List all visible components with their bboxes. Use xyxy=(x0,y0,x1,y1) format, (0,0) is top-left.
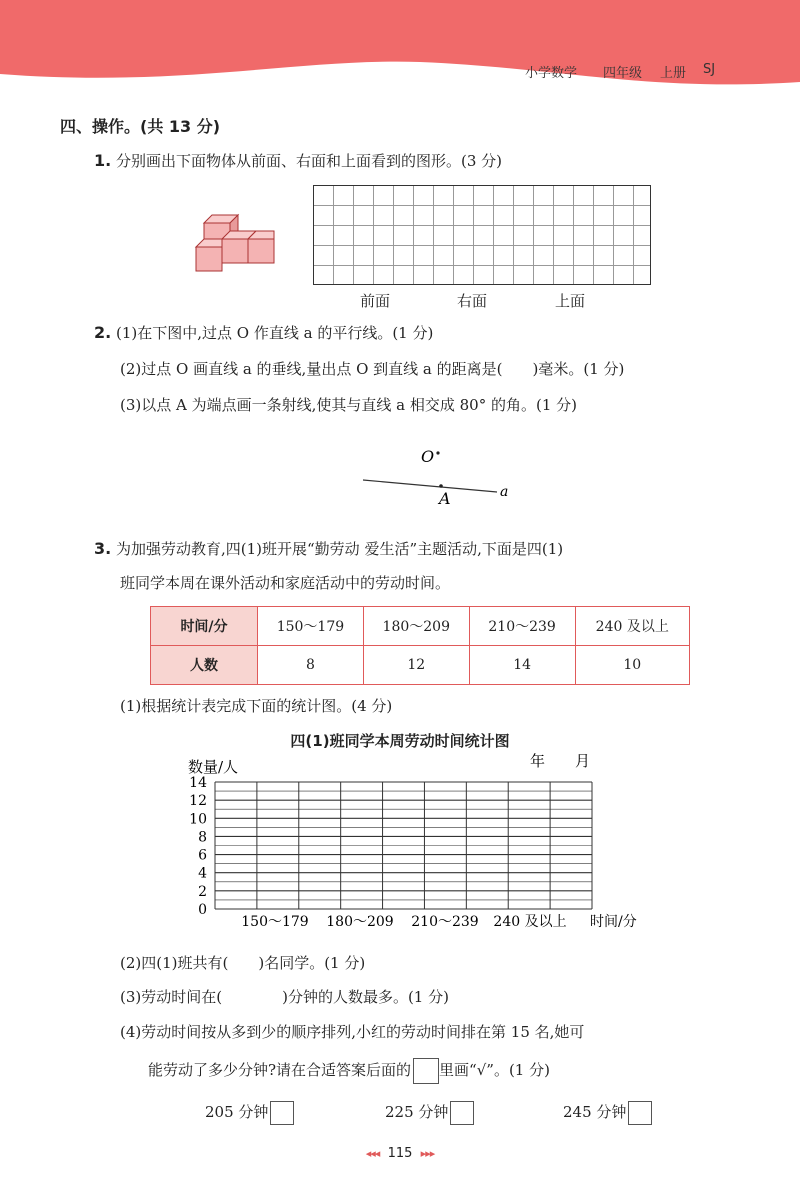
next-arrows-icon: ▸▸▸ xyxy=(420,1147,435,1160)
q1-text: 分别画出下面物体从前面、右面和上面看到的图形。(3 分) xyxy=(116,152,503,170)
option-checkbox[interactable] xyxy=(270,1101,294,1125)
q3-number: 3. xyxy=(94,539,112,558)
x-tick-label: 210～239 xyxy=(411,914,479,930)
point-a xyxy=(439,484,443,488)
table-cell: 10 xyxy=(575,646,689,685)
table-cell: 240 及以上 xyxy=(575,607,689,646)
q3-intro2: 班同学本周在课外活动和家庭活动中的劳动时间。 xyxy=(120,574,451,592)
cube-group xyxy=(196,215,274,271)
q2-line1 xyxy=(94,322,433,343)
y-tick-label: 0 xyxy=(198,902,207,918)
table-cell: 8 xyxy=(258,646,364,685)
cube-face xyxy=(222,239,248,263)
x-tick-label: 180～209 xyxy=(326,914,394,930)
chart-title: 四(1)班同学本周劳动时间统计图 xyxy=(290,732,510,750)
label-a: A xyxy=(439,489,451,508)
y-tick-label: 8 xyxy=(198,829,207,846)
option-label: 205 分钟 xyxy=(205,1103,269,1121)
section-title: 四、操作。(共 13 分) xyxy=(60,117,221,136)
page-number: 115 xyxy=(387,1146,413,1161)
y-tick-label: 12 xyxy=(189,793,207,810)
y-tick-label: 6 xyxy=(198,847,207,864)
q1-line xyxy=(94,150,502,171)
header-banner xyxy=(0,0,800,100)
q3-sub4-line2 xyxy=(148,1058,550,1084)
q3-line1 xyxy=(94,538,563,559)
q3-sub3: (3)劳动时间在( )分钟的人数最多。(1 分) xyxy=(120,988,449,1006)
y-tick-label: 4 xyxy=(198,865,207,882)
option-checkbox[interactable] xyxy=(450,1101,474,1125)
stats-table xyxy=(150,606,690,685)
cube-face xyxy=(248,239,274,263)
table-cell: 14 xyxy=(469,646,575,685)
y-tick-label: 14 xyxy=(189,775,207,791)
q2-number: 2. xyxy=(94,323,112,342)
table-cell: 180～209 xyxy=(363,607,469,646)
option-label: 245 分钟 xyxy=(563,1103,627,1121)
q3-intro1: 为加强劳动教育,四(1)班开展“勤劳动 爱生活”主题活动,下面是四(1) xyxy=(116,540,564,558)
table-header-count: 人数 xyxy=(151,646,258,685)
x-axis-label: 时间/分 xyxy=(590,914,637,930)
table-row xyxy=(151,607,690,646)
y-tick-label: 10 xyxy=(189,811,207,828)
line-a[interactable] xyxy=(363,480,497,492)
q3-sub4-text-a: 能劳动了多少分钟?请在合适答案后面的 xyxy=(148,1061,412,1079)
x-tick-label: 150～179 xyxy=(241,914,309,930)
y-axis-label: 数量/人 xyxy=(188,758,239,776)
q1-number: 1. xyxy=(94,151,112,170)
q2-sub1: (1)在下图中,过点 O 作直线 a 的平行线。(1 分) xyxy=(116,324,434,342)
drawing-grid[interactable] xyxy=(313,185,651,285)
q3-sub1: (1)根据统计表完成下面的统计图。(4 分) xyxy=(120,697,393,715)
option-checkbox[interactable] xyxy=(628,1101,652,1125)
q3-sub4-line1: (4)劳动时间按从多到少的顺序排列,小红的劳动时间排在第 15 名,她可 xyxy=(120,1023,585,1041)
bar-chart[interactable] xyxy=(180,752,670,932)
label-line-a: a xyxy=(500,484,509,500)
q3-sub2: (2)四(1)班共有( )名同学。(1 分) xyxy=(120,954,366,972)
q1-label-right: 右面 xyxy=(457,292,488,310)
q1-label-top: 上面 xyxy=(555,292,586,310)
option-225 xyxy=(385,1101,474,1125)
table-cell: 210～239 xyxy=(469,607,575,646)
header-volume: 上册 xyxy=(660,66,687,81)
page-footer xyxy=(0,1146,800,1161)
option-245 xyxy=(563,1101,652,1125)
table-row xyxy=(151,646,690,685)
q3-sub4-text-b: 里画“√”。(1 分) xyxy=(439,1061,550,1079)
y-tick-label: 2 xyxy=(198,883,207,900)
x-tick-label: 240 及以上 xyxy=(493,914,567,930)
cube-face xyxy=(196,247,222,271)
date-note: 年 月 xyxy=(530,752,591,770)
option-label: 225 分钟 xyxy=(385,1103,449,1121)
option-205 xyxy=(205,1101,294,1125)
cube-figure xyxy=(192,205,282,275)
header-grade: 四年级 xyxy=(603,66,643,81)
header-edition: SJ xyxy=(703,62,716,77)
table-header-time: 时间/分 xyxy=(151,607,258,646)
q1-label-front: 前面 xyxy=(360,292,391,310)
example-checkbox xyxy=(413,1058,439,1084)
header-subject: 小学数学 xyxy=(525,66,578,81)
table-cell: 12 xyxy=(363,646,469,685)
prev-arrows-icon: ◂◂◂ xyxy=(365,1147,380,1160)
q2-sub3: (3)以点 A 为端点画一条射线,使其与直线 a 相交成 80° 的角。(1 分) xyxy=(120,396,578,414)
table-cell: 150～179 xyxy=(258,607,364,646)
point-o xyxy=(436,451,439,454)
q2-sub2: (2)过点 O 画直线 a 的垂线,量出点 O 到直线 a 的距离是( )毫米。(1 分) xyxy=(120,360,625,378)
geometry-figure[interactable] xyxy=(355,440,525,510)
label-o: O xyxy=(421,447,435,466)
